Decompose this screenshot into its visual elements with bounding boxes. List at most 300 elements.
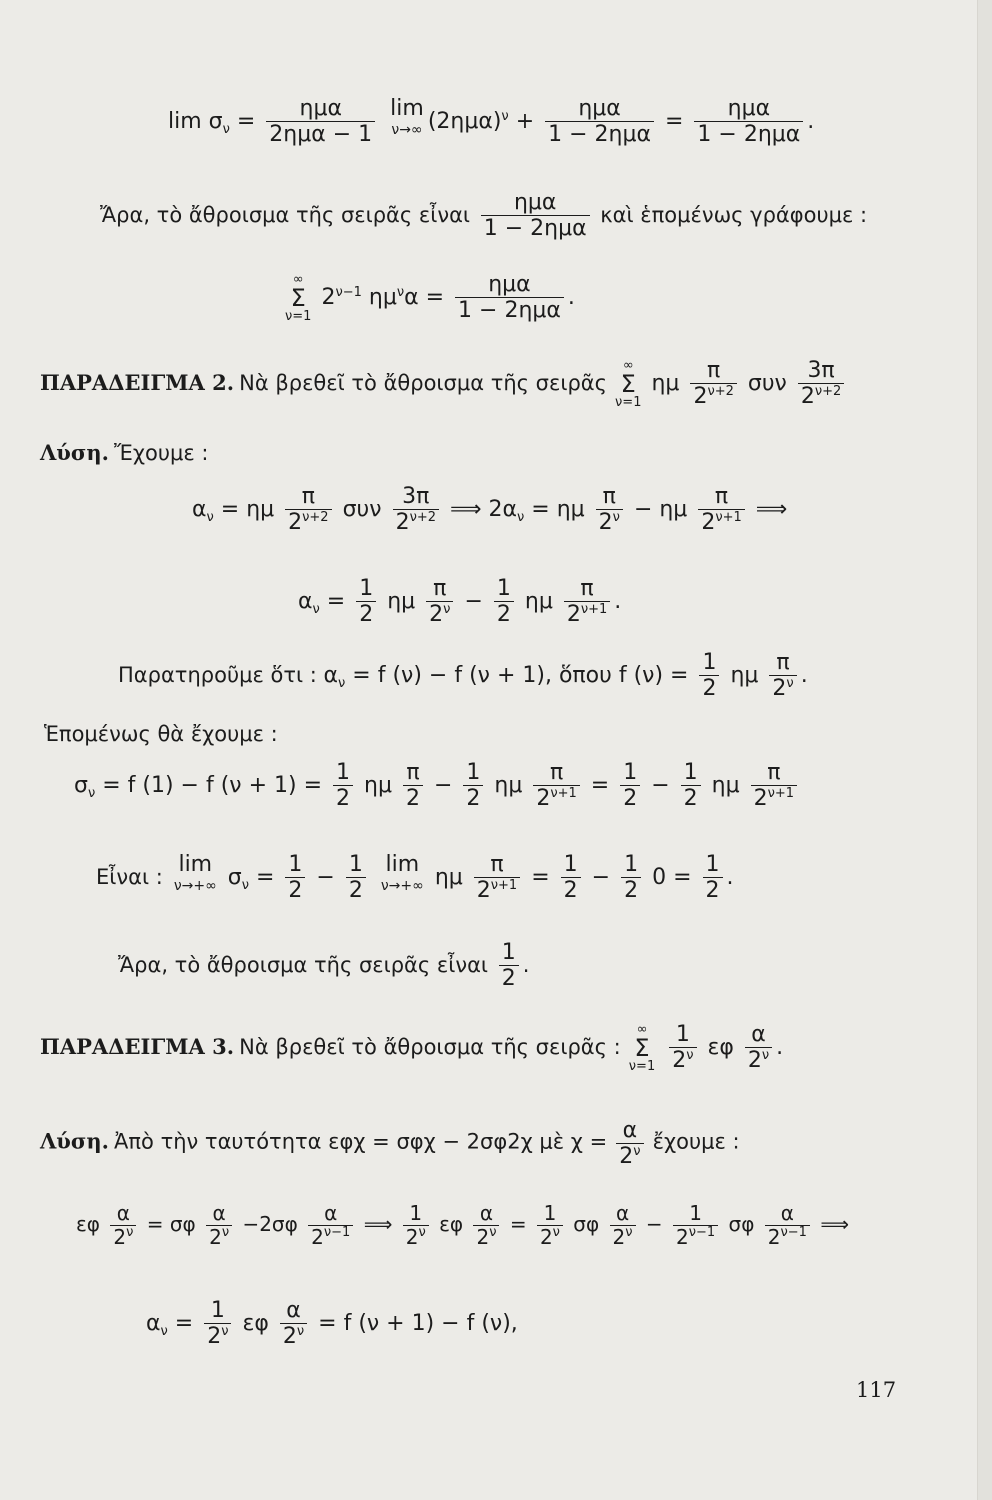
numerator: 1 bbox=[621, 852, 641, 878]
den-exponent: ν+2 bbox=[814, 384, 842, 400]
sum-operator bbox=[615, 359, 641, 409]
fraction bbox=[620, 760, 640, 812]
fraction bbox=[499, 940, 519, 992]
den-base: 2 bbox=[701, 510, 716, 536]
denominator: 2 bbox=[405, 786, 420, 812]
solution-text: Ἔχουμε : bbox=[114, 441, 209, 465]
example-label: ΠΑΡΑΔΕΙΓΜΑ 3. bbox=[40, 1033, 235, 1059]
denominator bbox=[280, 1324, 307, 1349]
fraction bbox=[403, 1202, 429, 1249]
power-base: (2ημα) bbox=[427, 108, 502, 134]
denominator bbox=[690, 384, 736, 409]
sum-statement bbox=[100, 190, 867, 242]
fraction bbox=[669, 1022, 696, 1074]
term-function: ημ bbox=[368, 284, 397, 310]
fraction bbox=[616, 1118, 643, 1170]
den-exponent: ν bbox=[552, 1225, 560, 1240]
denominator: 2 bbox=[496, 602, 511, 628]
den-base: 2 bbox=[288, 510, 303, 536]
equals-function: = ημ bbox=[220, 496, 275, 522]
denominator bbox=[533, 786, 579, 811]
denominator bbox=[798, 384, 844, 409]
numerator: ημα bbox=[455, 272, 564, 298]
numerator: π bbox=[751, 760, 797, 786]
expression: = f (ν + 1) − f (ν), bbox=[318, 1310, 518, 1336]
denominator: 2 bbox=[683, 786, 698, 812]
lim-word: lim bbox=[385, 852, 420, 877]
solution-3-line-1 bbox=[76, 1202, 849, 1249]
den-exponent: ν+1 bbox=[715, 510, 742, 526]
denominator bbox=[474, 878, 520, 903]
expression: = f (1) − f (ν + 1) = bbox=[102, 772, 323, 798]
function-name: ημ bbox=[434, 864, 463, 890]
period: . bbox=[800, 662, 808, 688]
fraction bbox=[494, 576, 514, 628]
symbol: σ bbox=[74, 772, 88, 798]
period: . bbox=[776, 1034, 784, 1060]
lim-subscript: ν→+∞ bbox=[173, 878, 217, 895]
fraction bbox=[690, 358, 736, 410]
term-function-exponent: ν bbox=[396, 284, 405, 300]
numerator: π bbox=[564, 576, 610, 602]
den-base: 2 bbox=[282, 1324, 297, 1350]
den-base: 2 bbox=[476, 878, 491, 904]
numerator: 1 bbox=[681, 760, 701, 786]
den-exponent: ν bbox=[625, 1225, 633, 1240]
numerator: 3π bbox=[798, 358, 844, 384]
den-exponent: ν bbox=[761, 1048, 770, 1064]
statement-text: Ἄρα, τὸ ἄθροισμα τῆς σειρᾶς εἶναι bbox=[100, 202, 471, 227]
den-base: 2 bbox=[209, 1225, 222, 1249]
numerator: π bbox=[596, 484, 623, 510]
lim-sigma: lim σ bbox=[168, 108, 223, 134]
equals: = bbox=[509, 1212, 527, 1236]
sum-operator bbox=[285, 273, 311, 323]
denominator bbox=[308, 1226, 353, 1249]
numerator: α bbox=[610, 1202, 636, 1226]
numerator: π bbox=[690, 358, 736, 384]
den-exponent: ν bbox=[296, 1324, 305, 1340]
function-name: εφ bbox=[76, 1212, 101, 1236]
sum-lower: ν=1 bbox=[285, 308, 312, 324]
den-exponent: ν bbox=[489, 1225, 497, 1240]
subscript: ν bbox=[517, 509, 525, 525]
therefore-line bbox=[44, 722, 278, 746]
denominator: 2 bbox=[563, 878, 578, 904]
sum-upper: ∞ bbox=[636, 1021, 648, 1037]
period: . bbox=[522, 952, 530, 977]
fraction bbox=[596, 484, 623, 536]
denominator: 2 bbox=[348, 878, 363, 904]
numerator: α bbox=[308, 1202, 353, 1226]
numerator: π bbox=[769, 650, 796, 676]
solution-label: Λύση. bbox=[40, 440, 109, 465]
den-base: 2 bbox=[395, 510, 410, 536]
denominator: 2 bbox=[501, 966, 516, 992]
example-2-heading bbox=[40, 358, 848, 410]
numerator: 1 bbox=[699, 650, 719, 676]
lim-word: lim bbox=[390, 96, 424, 121]
function-name: ημ bbox=[364, 772, 392, 798]
equals: = bbox=[326, 588, 346, 614]
fraction bbox=[545, 96, 654, 148]
den-exponent: ν bbox=[418, 1225, 426, 1240]
plus: + bbox=[515, 108, 535, 134]
denominator: 2 bbox=[336, 786, 351, 812]
sum-operator bbox=[629, 1023, 655, 1073]
period: . bbox=[807, 108, 815, 134]
fraction bbox=[698, 484, 744, 536]
fraction bbox=[285, 852, 305, 904]
period: . bbox=[567, 284, 575, 310]
den-base: 2 bbox=[598, 510, 613, 536]
limit-operator bbox=[174, 852, 217, 895]
equals: = bbox=[531, 864, 550, 890]
fraction bbox=[694, 96, 803, 148]
solution-2-line-2 bbox=[298, 576, 621, 628]
fraction bbox=[204, 1298, 231, 1350]
subscript: ν bbox=[160, 1323, 168, 1339]
implies: ⟹ 2α bbox=[450, 496, 518, 522]
fraction bbox=[537, 1202, 563, 1249]
line-label: Εἶναι : bbox=[96, 864, 163, 889]
denominator bbox=[473, 1226, 499, 1249]
limit-operator bbox=[390, 96, 424, 139]
function-name: εφ bbox=[242, 1310, 269, 1336]
function-name: εφ bbox=[439, 1212, 464, 1236]
fraction bbox=[769, 650, 796, 702]
fraction bbox=[463, 760, 483, 812]
solution-3-heading bbox=[40, 1118, 740, 1170]
sum-lower: ν=1 bbox=[628, 1058, 656, 1074]
den-base: 2 bbox=[753, 786, 768, 812]
function-name: ημ bbox=[387, 588, 416, 614]
period: . bbox=[614, 588, 622, 614]
denominator bbox=[110, 1226, 136, 1249]
function-name: ημ bbox=[711, 772, 740, 798]
symbol: α bbox=[192, 496, 207, 522]
minus: − bbox=[316, 864, 335, 890]
sigma-sign: Σ bbox=[634, 1033, 650, 1062]
fraction bbox=[206, 1202, 232, 1249]
fraction bbox=[474, 852, 520, 904]
denominator: 2 bbox=[288, 878, 303, 904]
subscript: ν bbox=[206, 509, 214, 525]
numerator: 1 bbox=[499, 940, 519, 966]
function-name: συν bbox=[747, 370, 787, 396]
den-exponent: ν−1 bbox=[688, 1225, 716, 1240]
den-exponent: ν−1 bbox=[323, 1225, 351, 1240]
fraction bbox=[798, 358, 844, 410]
den-base: 2 bbox=[619, 1144, 634, 1170]
numerator: π bbox=[474, 852, 520, 878]
denominator bbox=[669, 1048, 696, 1073]
minus-function: −2σφ bbox=[242, 1212, 298, 1236]
series-formula bbox=[282, 272, 575, 324]
solution-3-line-2 bbox=[146, 1298, 518, 1350]
numerator: ημα bbox=[545, 96, 654, 122]
period: . bbox=[726, 864, 734, 890]
den-exponent: ν+1 bbox=[490, 878, 518, 894]
subscript: ν bbox=[87, 785, 96, 801]
denominator bbox=[596, 510, 623, 535]
fraction bbox=[285, 484, 331, 536]
denominator: 2 bbox=[466, 786, 481, 812]
subscript: ν bbox=[241, 877, 249, 893]
numerator: 1 bbox=[620, 760, 640, 786]
solution-2-line-3 bbox=[74, 760, 801, 812]
numerator: 1 bbox=[463, 760, 483, 786]
fraction bbox=[356, 576, 376, 628]
denominator bbox=[698, 510, 744, 535]
minus: − bbox=[645, 1212, 663, 1236]
den-base: 2 bbox=[536, 786, 551, 812]
fraction bbox=[745, 1022, 772, 1074]
den-base: 2 bbox=[747, 1048, 762, 1074]
function-name: συν bbox=[342, 496, 382, 522]
numerator: α bbox=[110, 1202, 136, 1226]
implies: ⟹ bbox=[820, 1212, 849, 1236]
den-exponent: ν bbox=[633, 1144, 641, 1160]
denominator bbox=[751, 786, 797, 811]
fraction bbox=[333, 760, 353, 812]
denominator bbox=[393, 510, 439, 535]
equals: = bbox=[174, 1310, 194, 1336]
sigma-sign: Σ bbox=[290, 283, 306, 312]
function-name: σφ bbox=[573, 1212, 600, 1236]
conclusion-text: Ἄρα, τὸ ἄθροισμα τῆς σειρᾶς εἶναι bbox=[118, 952, 489, 977]
equals-function: = σφ bbox=[146, 1212, 196, 1236]
numerator: 1 bbox=[285, 852, 305, 878]
page-edge bbox=[977, 0, 992, 1500]
denominator bbox=[564, 602, 610, 627]
denominator bbox=[537, 1226, 563, 1249]
fraction bbox=[280, 1298, 307, 1350]
numerator: π bbox=[698, 484, 744, 510]
numerator: 1 bbox=[333, 760, 353, 786]
term-base: 2 bbox=[321, 284, 336, 310]
solution-2-heading bbox=[40, 440, 209, 465]
den-base: 2 bbox=[566, 602, 581, 628]
fraction bbox=[699, 650, 719, 702]
den-base: 2 bbox=[311, 1225, 324, 1249]
function-name: ημ bbox=[730, 662, 759, 688]
solution-2-line-1 bbox=[192, 484, 787, 536]
example-3-heading bbox=[40, 1022, 783, 1074]
den-exponent: ν+1 bbox=[550, 786, 577, 802]
function-name: ημ bbox=[651, 370, 680, 396]
term-exponent: ν−1 bbox=[335, 284, 362, 300]
denominator bbox=[403, 1226, 429, 1249]
fraction bbox=[703, 852, 723, 904]
fraction bbox=[403, 760, 423, 812]
symbol: σ bbox=[227, 864, 242, 890]
den-exponent: ν bbox=[686, 1048, 694, 1064]
symbol: α bbox=[323, 662, 339, 688]
observation-text: Παρατηροῦμε ὅτι : bbox=[118, 662, 317, 687]
fraction bbox=[455, 272, 564, 324]
den-base: 2 bbox=[676, 1225, 689, 1249]
numerator: 1 bbox=[537, 1202, 563, 1226]
denominator bbox=[426, 602, 453, 627]
numerator: α bbox=[280, 1298, 307, 1324]
therefore-text: Ἑπομένως θὰ ἔχουμε : bbox=[44, 722, 278, 746]
numerator: 1 bbox=[204, 1298, 231, 1324]
numerator: 3π bbox=[393, 484, 439, 510]
denominator bbox=[765, 1226, 810, 1249]
numerator: ημα bbox=[266, 96, 375, 122]
implies: ⟹ bbox=[755, 496, 788, 522]
subscript: ν bbox=[222, 121, 230, 137]
den-base: 2 bbox=[113, 1225, 127, 1249]
minus-function: − ημ bbox=[633, 496, 688, 522]
numerator: 1 bbox=[403, 1202, 429, 1226]
lim-subscript: ν→∞ bbox=[391, 122, 423, 139]
limit-operator bbox=[381, 852, 424, 895]
denominator bbox=[616, 1144, 643, 1169]
fraction bbox=[765, 1202, 810, 1249]
fraction bbox=[673, 1202, 718, 1249]
denominator bbox=[206, 1226, 232, 1249]
den-base: 2 bbox=[476, 1225, 490, 1249]
equals: = bbox=[236, 108, 256, 134]
example-label: ΠΑΡΑΔΕΙΓΜΑ 2. bbox=[40, 369, 235, 395]
observation-line bbox=[118, 650, 808, 702]
numerator: 1 bbox=[561, 852, 581, 878]
minus: − bbox=[433, 772, 453, 798]
function-name: ημ bbox=[524, 588, 553, 614]
denominator bbox=[769, 676, 796, 701]
page-number: 117 bbox=[856, 1378, 897, 1402]
den-exponent: ν+2 bbox=[707, 384, 734, 400]
fraction bbox=[266, 96, 375, 148]
lim-word: lim bbox=[178, 852, 213, 877]
den-base: 2 bbox=[772, 676, 787, 702]
den-base: 2 bbox=[539, 1225, 553, 1249]
den-base: 2 bbox=[800, 384, 815, 410]
fraction bbox=[533, 760, 579, 812]
den-exponent: ν bbox=[786, 676, 794, 692]
numerator: ημα bbox=[481, 190, 590, 216]
numerator: 1 bbox=[356, 576, 376, 602]
fraction bbox=[610, 1202, 636, 1249]
conclusion-line bbox=[118, 940, 529, 992]
den-base: 2 bbox=[767, 1225, 781, 1249]
den-exponent: ν bbox=[126, 1225, 134, 1240]
implies: ⟹ bbox=[363, 1212, 393, 1236]
fraction bbox=[110, 1202, 136, 1249]
equals: = bbox=[664, 108, 684, 134]
den-exponent: ν bbox=[221, 1324, 229, 1340]
denominator: 2 bbox=[705, 878, 720, 904]
fraction bbox=[564, 576, 610, 628]
fraction bbox=[473, 1202, 499, 1249]
den-exponent: ν bbox=[221, 1225, 230, 1240]
equals-function: = ημ bbox=[531, 496, 585, 522]
numerator: 1 bbox=[494, 576, 514, 602]
den-exponent: ν+2 bbox=[302, 510, 329, 526]
fraction bbox=[393, 484, 439, 536]
fraction bbox=[561, 852, 581, 904]
denominator bbox=[745, 1048, 772, 1073]
example-text: Νὰ βρεθεῖ τὸ ἄθροισμα τῆς σειρᾶς bbox=[239, 370, 607, 395]
numerator: 1 bbox=[703, 852, 723, 878]
numerator: 1 bbox=[669, 1022, 696, 1048]
sum-lower: ν=1 bbox=[615, 394, 642, 410]
numerator: α bbox=[206, 1202, 232, 1226]
denominator: 2 bbox=[624, 878, 639, 904]
denominator: 2 bbox=[702, 676, 717, 702]
fraction bbox=[308, 1202, 353, 1249]
denominator bbox=[673, 1226, 718, 1249]
sigma-sign: Σ bbox=[620, 369, 636, 398]
den-exponent: ν+2 bbox=[409, 510, 436, 526]
where-clause: ὅπου f (ν) = bbox=[558, 662, 689, 688]
den-exponent: ν+1 bbox=[580, 602, 608, 618]
denominator: 1 − 2ημα bbox=[458, 298, 561, 324]
fraction bbox=[481, 190, 590, 242]
minus: − bbox=[464, 588, 483, 614]
symbol: α bbox=[146, 1310, 161, 1336]
fraction bbox=[621, 852, 641, 904]
denominator: 2 bbox=[359, 602, 374, 628]
den-base: 2 bbox=[612, 1225, 626, 1249]
function-name: εφ bbox=[707, 1034, 734, 1060]
denominator bbox=[610, 1226, 636, 1249]
numerator: π bbox=[403, 760, 423, 786]
numerator: α bbox=[765, 1202, 810, 1226]
lim-subscript: ν→+∞ bbox=[380, 878, 424, 895]
numerator: α bbox=[745, 1022, 772, 1048]
term-argument: α = bbox=[404, 284, 445, 310]
denominator: 2ημα − 1 bbox=[269, 122, 373, 148]
den-base: 2 bbox=[693, 384, 708, 410]
fraction bbox=[346, 852, 366, 904]
den-base: 2 bbox=[429, 602, 444, 628]
numerator: π bbox=[285, 484, 331, 510]
den-base: 2 bbox=[207, 1324, 222, 1350]
den-exponent: ν−1 bbox=[780, 1225, 807, 1240]
symbol: α bbox=[298, 588, 313, 614]
minus: − bbox=[651, 772, 670, 798]
solution-text-after: ἔχουμε : bbox=[652, 1129, 740, 1154]
numerator: 1 bbox=[673, 1202, 718, 1226]
example-text: Νὰ βρεθεῖ τὸ ἄθροισμα τῆς σειρᾶς : bbox=[239, 1034, 621, 1059]
subscript: ν bbox=[312, 601, 320, 617]
equals: = bbox=[255, 864, 275, 890]
denominator bbox=[204, 1324, 231, 1349]
sum-upper: ∞ bbox=[622, 357, 634, 373]
denominator: 1 − 2ημα bbox=[697, 122, 801, 148]
expression: = f (ν) − f (ν + 1), bbox=[352, 662, 552, 688]
fraction bbox=[681, 760, 701, 812]
den-base: 2 bbox=[672, 1048, 687, 1074]
function-name: σφ bbox=[728, 1212, 755, 1236]
den-exponent: ν bbox=[443, 602, 451, 618]
numerator: α bbox=[473, 1202, 499, 1226]
function-name: ημ bbox=[494, 772, 523, 798]
denominator bbox=[285, 510, 331, 535]
numerator: π bbox=[426, 576, 453, 602]
solution-2-line-4 bbox=[96, 852, 734, 904]
solution-text: Ἀπὸ τὴν ταυτότητα εφχ = σφχ − 2σφ2χ μὲ χ = bbox=[114, 1129, 608, 1154]
solution-label: Λύση. bbox=[40, 1128, 109, 1154]
denominator: 2 bbox=[623, 786, 638, 812]
den-exponent: ν bbox=[612, 510, 620, 526]
den-exponent: ν+1 bbox=[767, 786, 795, 802]
numerator: ημα bbox=[694, 96, 803, 122]
fraction bbox=[751, 760, 797, 812]
